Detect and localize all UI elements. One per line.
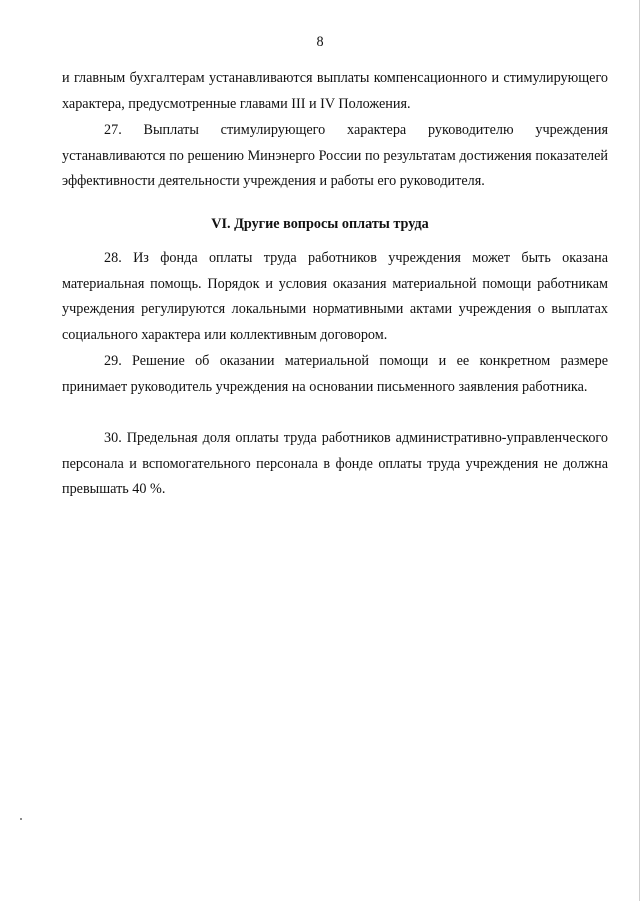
scan-speck (20, 818, 22, 820)
paragraph-27 (62, 118, 608, 195)
paragraph-30 (62, 426, 608, 503)
paragraph-text: 29. Решение об оказании материальной помощи и ее конкретном размере принимает руководитель учреждения на основании письменного заявления работника. (62, 353, 608, 395)
paragraph-text: 30. Предельная доля оплаты труда работников административно-управленческого персонала и вспомогательного персонала в фонде оплаты труда учреждения не должна превышать 40 %. (62, 430, 608, 497)
section-heading: VI. Другие вопросы оплаты труда (211, 216, 429, 232)
paragraph-text: и главным бухгалтерам устанавливаются выплаты компенсационного и стимулирующего характера, предусмотренные главами III и IV Положения. (62, 70, 608, 112)
paragraph-29 (62, 349, 608, 400)
paragraph-28 (62, 246, 608, 348)
page-number: 8 (316, 34, 324, 50)
paragraph-text: 27. Выплаты стимулирующего характера руководителю учреждения устанавливаются по решению Минэнерго России по результатам достижения показателей эффективности деятельности учреждения и работы его руководителя. (62, 122, 608, 189)
paragraph-continuation (62, 66, 608, 117)
paragraph-text: 28. Из фонда оплаты труда работников учреждения может быть оказана материальная помощь. Порядок и условия оказания материальной помощи работникам учреждения регулируются локальными нормативными актами учреждения о выплатах социального характера или коллективным договором. (62, 250, 608, 343)
